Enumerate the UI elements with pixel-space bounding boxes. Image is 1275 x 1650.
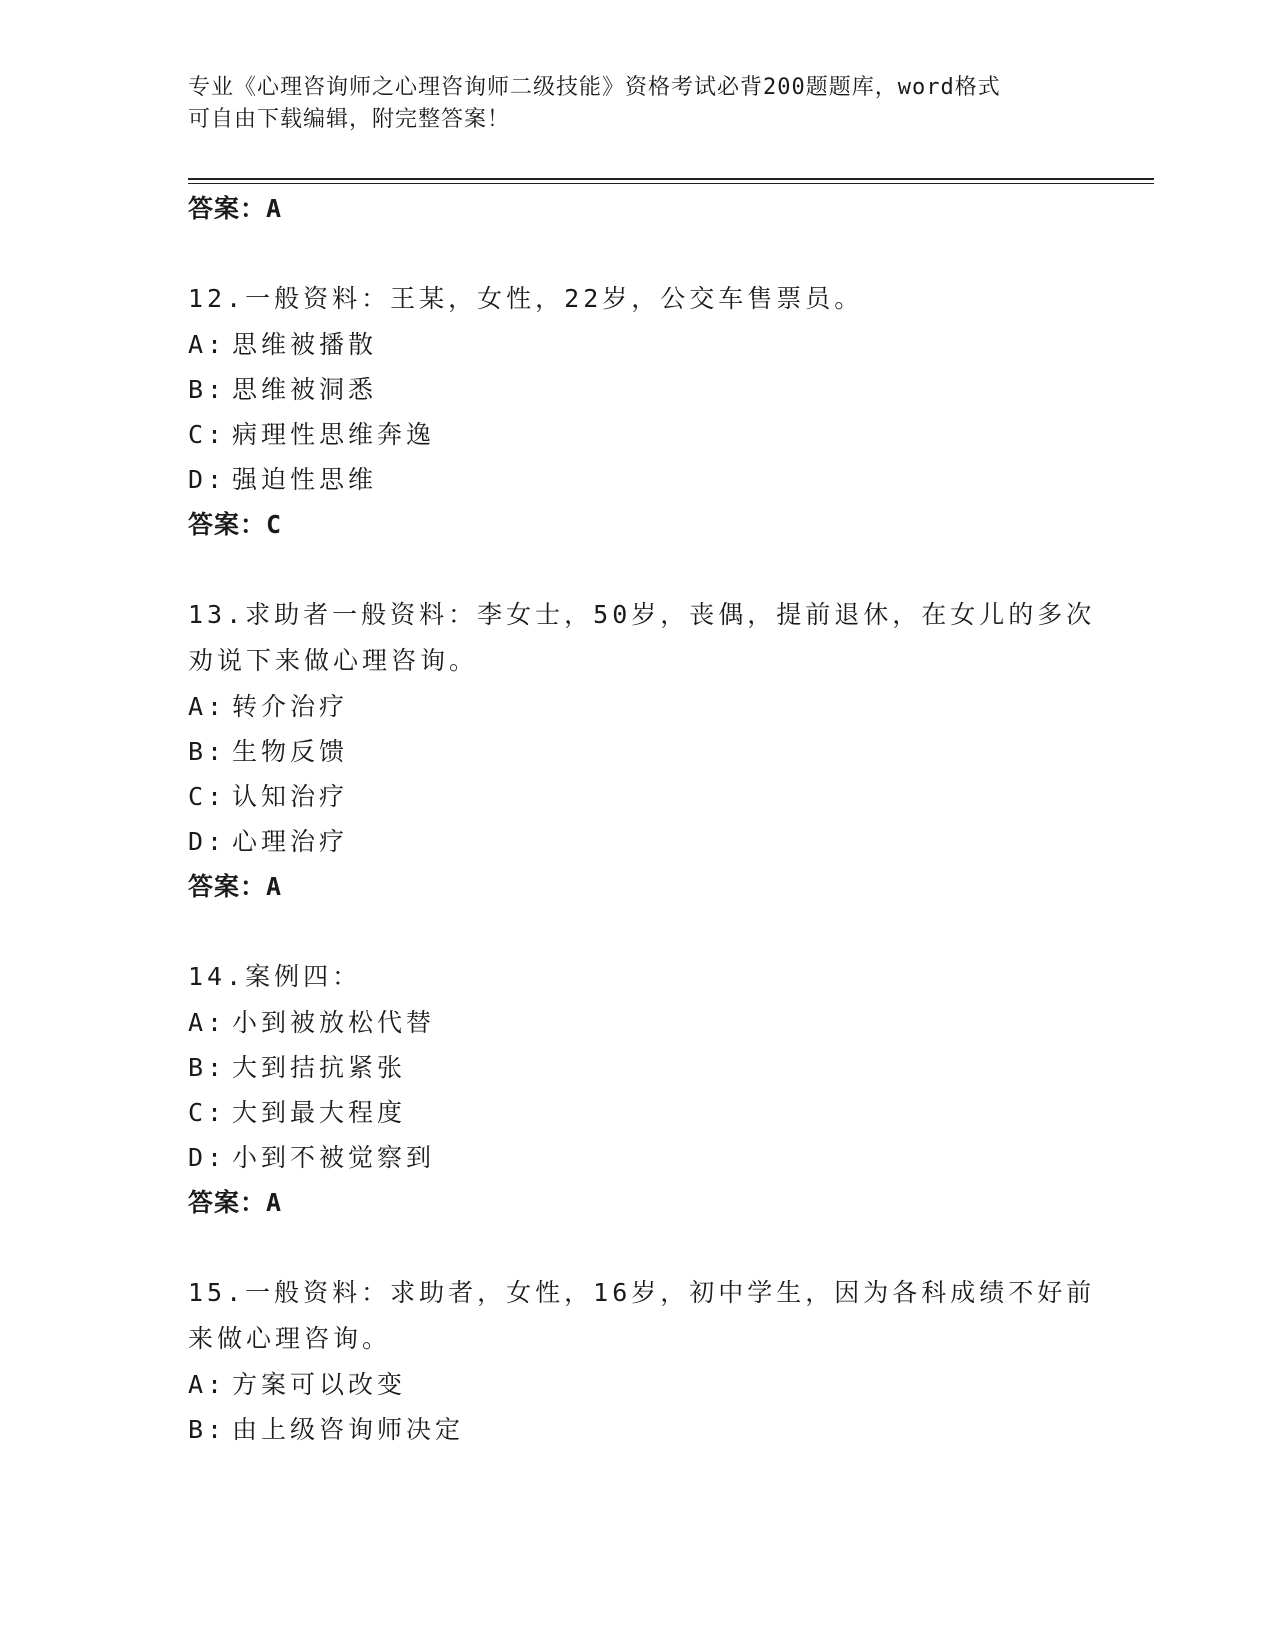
answer-line: 答案：A	[188, 872, 283, 901]
option-d	[188, 819, 1088, 864]
option-b	[188, 1045, 1088, 1090]
option-text: 大到拮抗紧张	[232, 1053, 407, 1082]
option-letter: B:	[188, 737, 227, 766]
option-letter: A:	[188, 330, 227, 359]
option-letter: D:	[188, 1143, 227, 1172]
option-letter: A:	[188, 1008, 227, 1037]
header-rule-thin	[188, 183, 1154, 184]
option-d	[188, 1135, 1088, 1180]
option-letter: D:	[188, 465, 227, 494]
option-b	[188, 729, 1088, 774]
option-text: 思维被洞悉	[232, 375, 378, 404]
option-a	[188, 1362, 1088, 1407]
question-stem: 13.求助者一般资料：李女士，50岁，丧偶，提前退休，在女儿的多次	[188, 600, 1096, 629]
option-letter: C:	[188, 1098, 227, 1127]
question-block	[188, 954, 1088, 1226]
option-b	[188, 367, 1088, 412]
option-letter: C:	[188, 782, 227, 811]
option-a	[188, 1000, 1088, 1045]
option-text: 转介治疗	[232, 692, 349, 721]
option-text: 强迫性思维	[232, 465, 378, 494]
header-rule-thick	[188, 178, 1154, 180]
option-text: 由上级咨询师决定	[232, 1415, 465, 1444]
question-stem: 15.一般资料：求助者，女性，16岁，初中学生，因为各科成绩不好前	[188, 1278, 1096, 1307]
option-letter: A:	[188, 1370, 227, 1399]
question-block	[188, 1270, 1096, 1452]
question-stem-continued: 来做心理咨询。	[188, 1324, 392, 1353]
option-letter: B:	[188, 375, 227, 404]
answer-line: 答案：A	[188, 1188, 283, 1217]
question-block	[188, 276, 1088, 548]
question-list	[188, 186, 1096, 1452]
header-line-2: 可自由下载编辑，附完整答案！	[188, 107, 511, 132]
option-letter: B:	[188, 1415, 227, 1444]
option-text: 病理性思维奔逸	[232, 420, 436, 449]
header-line-1: 专业《心理咨询师之心理咨询师二级技能》资格考试必背200题题库，word格式	[188, 75, 1001, 100]
option-d	[188, 457, 1088, 502]
option-a	[188, 684, 1088, 729]
option-c	[188, 774, 1088, 819]
option-letter: C:	[188, 420, 227, 449]
option-c	[188, 1090, 1088, 1135]
option-text: 思维被播散	[232, 330, 378, 359]
answer-line: 答案：C	[188, 510, 283, 539]
option-text: 方案可以改变	[232, 1370, 407, 1399]
option-text: 小到被放松代替	[232, 1008, 436, 1037]
option-b	[188, 1407, 1088, 1452]
answer-line: 答案：A	[188, 194, 283, 223]
option-text: 认知治疗	[232, 782, 349, 811]
option-c	[188, 412, 1088, 457]
option-text: 大到最大程度	[232, 1098, 407, 1127]
option-a	[188, 322, 1088, 367]
option-text: 生物反馈	[232, 737, 349, 766]
option-letter: A:	[188, 692, 227, 721]
option-text: 小到不被觉察到	[232, 1143, 436, 1172]
question-block	[188, 592, 1096, 910]
question-stem-continued: 劝说下来做心理咨询。	[188, 646, 479, 675]
option-letter: D:	[188, 827, 227, 856]
option-letter: B:	[188, 1053, 227, 1082]
option-text: 心理治疗	[232, 827, 349, 856]
question-stem: 14.案例四：	[188, 962, 362, 991]
document-header	[188, 72, 1068, 136]
question-stem: 12.一般资料：王某，女性，22岁，公交车售票员。	[188, 284, 864, 313]
